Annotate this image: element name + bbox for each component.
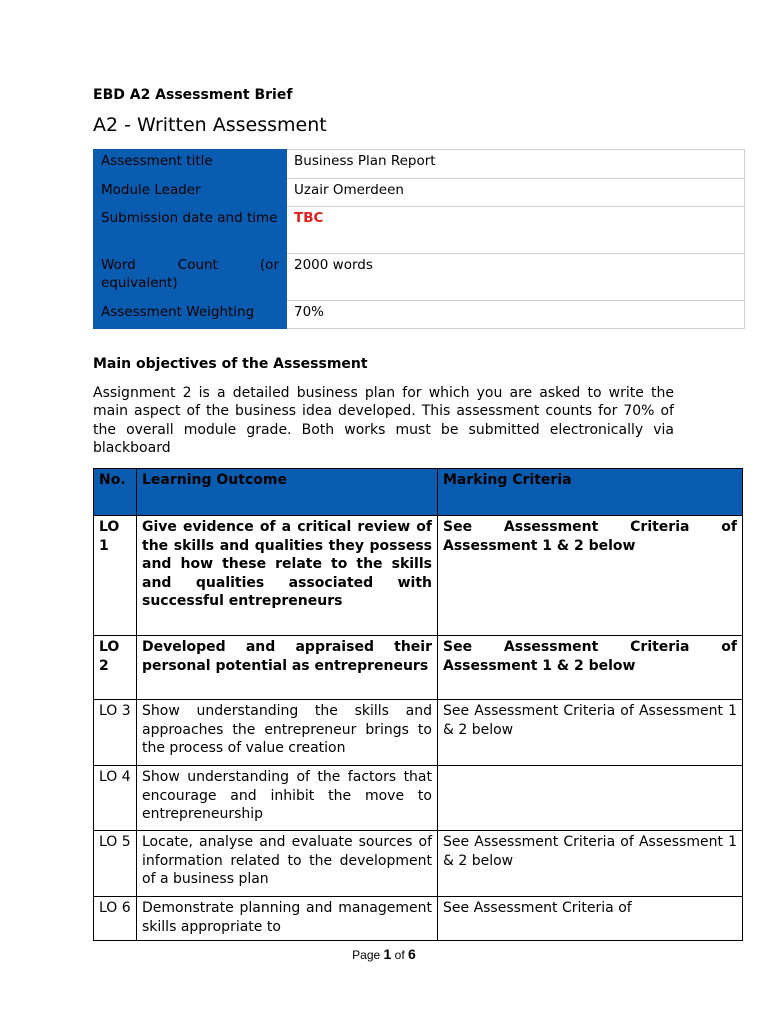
info-label: Assessment Weighting <box>94 301 287 329</box>
info-row-word-count <box>94 254 745 301</box>
info-label: Module Leader <box>94 179 287 207</box>
footer-current-page: 1 <box>383 946 392 962</box>
info-value-tbc: TBC <box>287 207 745 254</box>
lo-outcome: Developed and appraised their personal potential as entrepreneurs <box>137 636 438 700</box>
lo-row <box>94 516 743 636</box>
info-row-weighting <box>94 301 745 329</box>
info-row-submission <box>94 207 745 254</box>
lo-number: LO 6 <box>94 897 137 941</box>
header-marking-criteria: Marking Criteria <box>438 469 743 516</box>
lo-number: LO 2 <box>94 636 137 700</box>
lo-row <box>94 636 743 700</box>
lo-outcome: Demonstrate planning and management skills appropriate to <box>137 897 438 941</box>
learning-outcomes-table <box>93 468 743 941</box>
lo-criteria: See Assessment Criteria of Assessment 1 & 2 below <box>438 831 743 897</box>
info-value: Business Plan Report <box>287 150 745 179</box>
assessment-info-table <box>93 149 745 329</box>
lo-criteria: See Assessment Criteria of Assessment 1 & 2 below <box>438 700 743 766</box>
lo-number: LO 1 <box>94 516 137 636</box>
lo-outcome: Show understanding the skills and approaches the entrepreneur brings to the process of value creation <box>137 700 438 766</box>
lo-criteria <box>438 766 743 831</box>
brief-heading: EBD A2 Assessment Brief <box>93 87 293 103</box>
objectives-heading: Main objectives of the Assessment <box>93 356 368 372</box>
info-label: Assessment title <box>94 150 287 179</box>
footer-of-word: of <box>394 948 405 962</box>
lo-number: LO 5 <box>94 831 137 897</box>
lo-outcome: Give evidence of a critical review of the skills and qualities they possess and how these relate to the skills and qualities associated with successful entrepreneurs <box>137 516 438 636</box>
header-learning-outcome: Learning Outcome <box>137 469 438 516</box>
info-label: Word Count (or equivalent) <box>94 254 287 301</box>
lo-row <box>94 831 743 897</box>
lo-number: LO 4 <box>94 766 137 831</box>
page-footer <box>0 946 768 962</box>
lo-outcome: Locate, analyse and evaluate sources of information related to the development of a business plan <box>137 831 438 897</box>
info-row-module-leader <box>94 179 745 207</box>
lo-row <box>94 897 743 941</box>
objectives-paragraph: Assignment 2 is a detailed business plan for which you are asked to write the main aspect of the business idea developed. This assessment counts for 70% of the overall module grade. Both works must be submitted electronically via blackboard <box>93 385 674 456</box>
document-title: A2 - Written Assessment <box>93 114 327 136</box>
lo-outcome: Show understanding of the factors that encourage and inhibit the move to entrepreneurship <box>137 766 438 831</box>
info-value: 70% <box>287 301 745 329</box>
info-value: 2000 words <box>287 254 745 301</box>
lo-row <box>94 766 743 831</box>
footer-total-pages: 6 <box>408 946 416 962</box>
footer-page-word: Page <box>352 948 381 962</box>
lo-row <box>94 700 743 766</box>
info-label: Submission date and time <box>94 207 287 254</box>
lo-criteria: See Assessment Criteria of Assessment 1 & 2 below <box>438 636 743 700</box>
info-row-title <box>94 150 745 179</box>
lo-criteria: See Assessment Criteria of <box>438 897 743 941</box>
lo-criteria: See Assessment Criteria of Assessment 1 & 2 below <box>438 516 743 636</box>
info-value: Uzair Omerdeen <box>287 179 745 207</box>
lo-header-row <box>94 469 743 516</box>
lo-number: LO 3 <box>94 700 137 766</box>
header-no: No. <box>94 469 137 516</box>
